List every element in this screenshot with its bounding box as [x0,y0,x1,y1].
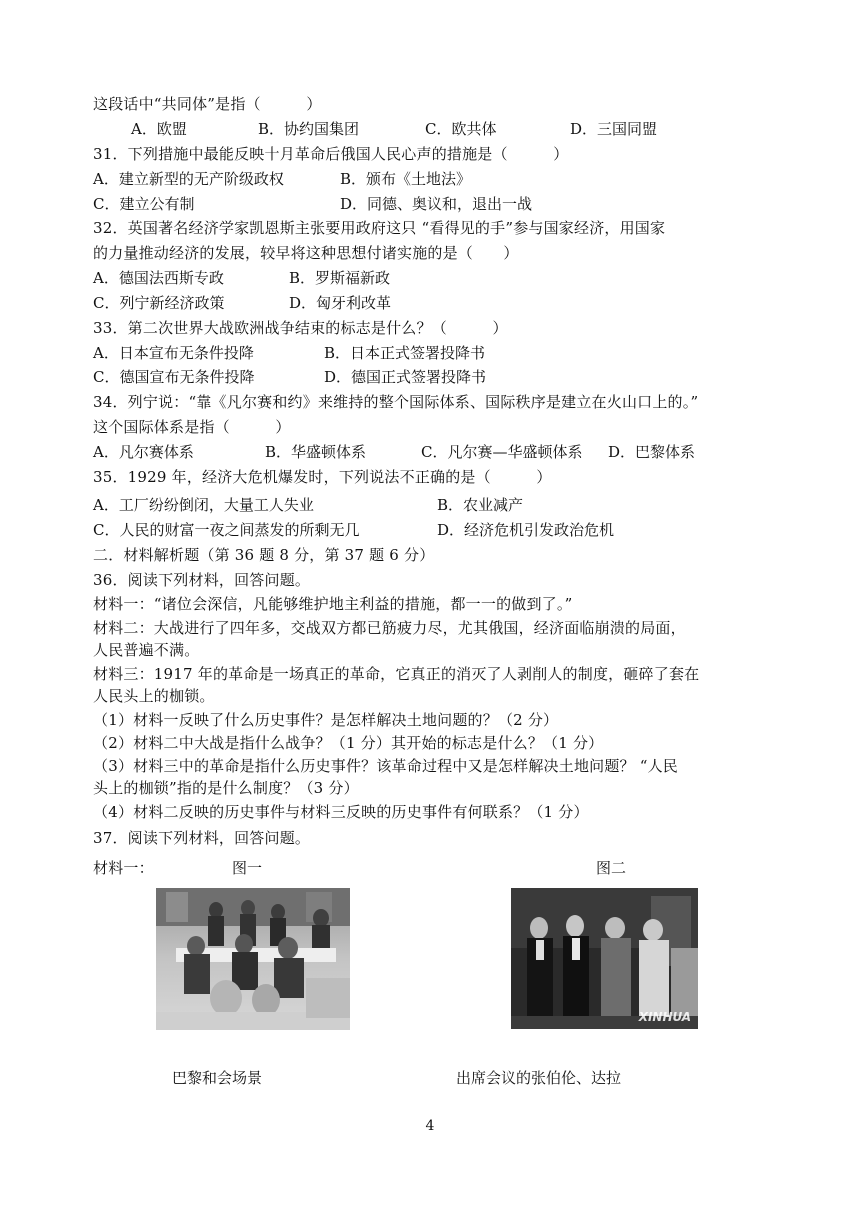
xinhua-watermark: XINHUA [638,1010,691,1024]
q36-sub1: （1）材料一反映了什么历史事件？是怎样解决土地问题的？（2 分） [93,711,559,729]
q35-stem: 35．1929 年，经济大危机爆发时，下列说法不正确的是（ ） [93,468,552,486]
q31-stem: 31．下列措施中最能反映十月革命后俄国人民心声的措施是（ ） [93,145,569,163]
q33-option-c: C．德国宣布无条件投降 [93,368,255,386]
q31-option-d: D．同德、奥议和，退出一战 [340,195,533,213]
page-number: 4 [425,1118,435,1134]
q34-option-c: C．凡尔赛—华盛顿体系 [421,443,583,461]
q37-intro: 37．阅读下列材料，回答问题。 [93,829,311,847]
q30-option-b: B．协约国集团 [258,120,360,138]
q36-sub2: （2）材料二中大战是指什么战争？（1 分）其开始的标志是什么？（1 分） [93,734,604,752]
q36-material2-line2: 人民普遍不满。 [93,641,200,659]
q34-stem-line2: 这个国际体系是指（ ） [93,418,291,436]
q35-option-b: B．农业减产 [437,496,524,514]
q36-material3-line2: 人民头上的枷锁。 [93,687,215,705]
q35-option-c: C．人民的财富一夜之间蒸发的所剩无几 [93,521,360,539]
section2-heading: 二．材料解析题（第 36 题 8 分，第 37 题 6 分） [93,546,435,564]
q32-option-b: B．罗斯福新政 [289,269,391,287]
q36-material1: 材料一：“诸位会深信，凡能够维护地主利益的措施，都一一的做到了。” [93,595,573,613]
q33-stem: 33．第二次世界大战欧洲战争结束的标志是什么？（ ） [93,319,508,337]
q32-option-a: A．德国法西斯专政 [93,269,224,287]
q34-option-a: A．凡尔赛体系 [93,443,194,461]
q34-stem-line1: 34．列宁说：“靠《凡尔赛和约》来维持的整个国际体系、国际秩序是建立在火山口上的。” [93,393,699,411]
q30-option-c: C．欧共体 [425,120,497,138]
q31-option-a: A．建立新型的无产阶级政权 [93,170,284,188]
q35-option-d: D．经济危机引发政治危机 [437,521,615,539]
figure1-photo [156,888,350,1030]
figure1-caption: 巴黎和会场景 [172,1069,263,1087]
q36-intro: 36．阅读下列材料，回答问题。 [93,571,311,589]
q32-stem-line2: 的力量推动经济的发展，较早将这种思想付诸实施的是（ ） [93,244,519,262]
q33-option-d: D．德国正式签署投降书 [324,368,487,386]
q36-sub3-line1: （3）材料三中的革命是指什么历史事件？该革命过程中又是怎样解决土地问题？ “人民 [93,757,678,775]
q31-option-c: C．建立公有制 [93,195,195,213]
q36-material2-line1: 材料二：大战进行了四年多，交战双方都已筋疲力尽，尤其俄国，经济面临崩溃的局面， [93,619,686,637]
q33-option-a: A．日本宣布无条件投降 [93,344,254,362]
q32-option-d: D．匈牙利改革 [289,294,392,312]
q34-option-d: D．巴黎体系 [608,443,696,461]
q30-option-d: D．三国同盟 [570,120,658,138]
figure2-photo [511,888,698,1029]
figure2-label: 图二 [596,859,627,877]
figure1-label: 图一 [232,859,263,877]
q37-material-label: 材料一： [93,859,154,877]
q32-stem-line1: 32．英国著名经济学家凯恩斯主张要用政府这只 “看得见的手”参与国家经济，用国家 [93,219,666,237]
q30-option-a: A．欧盟 [131,120,187,138]
q32-option-c: C．列宁新经济政策 [93,294,225,312]
q35-option-a: A．工厂纷纷倒闭，大量工人失业 [93,496,314,514]
q36-sub4: （4）材料二反映的历史事件与材料三反映的历史事件有何联系？（1 分） [93,803,589,821]
figure2-caption: 出席会议的张伯伦、达拉 [456,1069,622,1087]
q36-sub3-line2: 头上的枷锁”指的是什么制度？（3 分） [93,779,359,797]
q31-option-b: B．颁布《土地法》 [340,170,472,188]
q30-stem-end: 这段话中“共同体”是指（ ） [93,95,322,113]
q36-material3-line1: 材料三：1917 年的革命是一场真正的革命，它真正的消灭了人剥削人的制度，砸碎了套在 [93,665,700,683]
q34-option-b: B．华盛顿体系 [265,443,367,461]
q33-option-b: B．日本正式签署投降书 [324,344,486,362]
